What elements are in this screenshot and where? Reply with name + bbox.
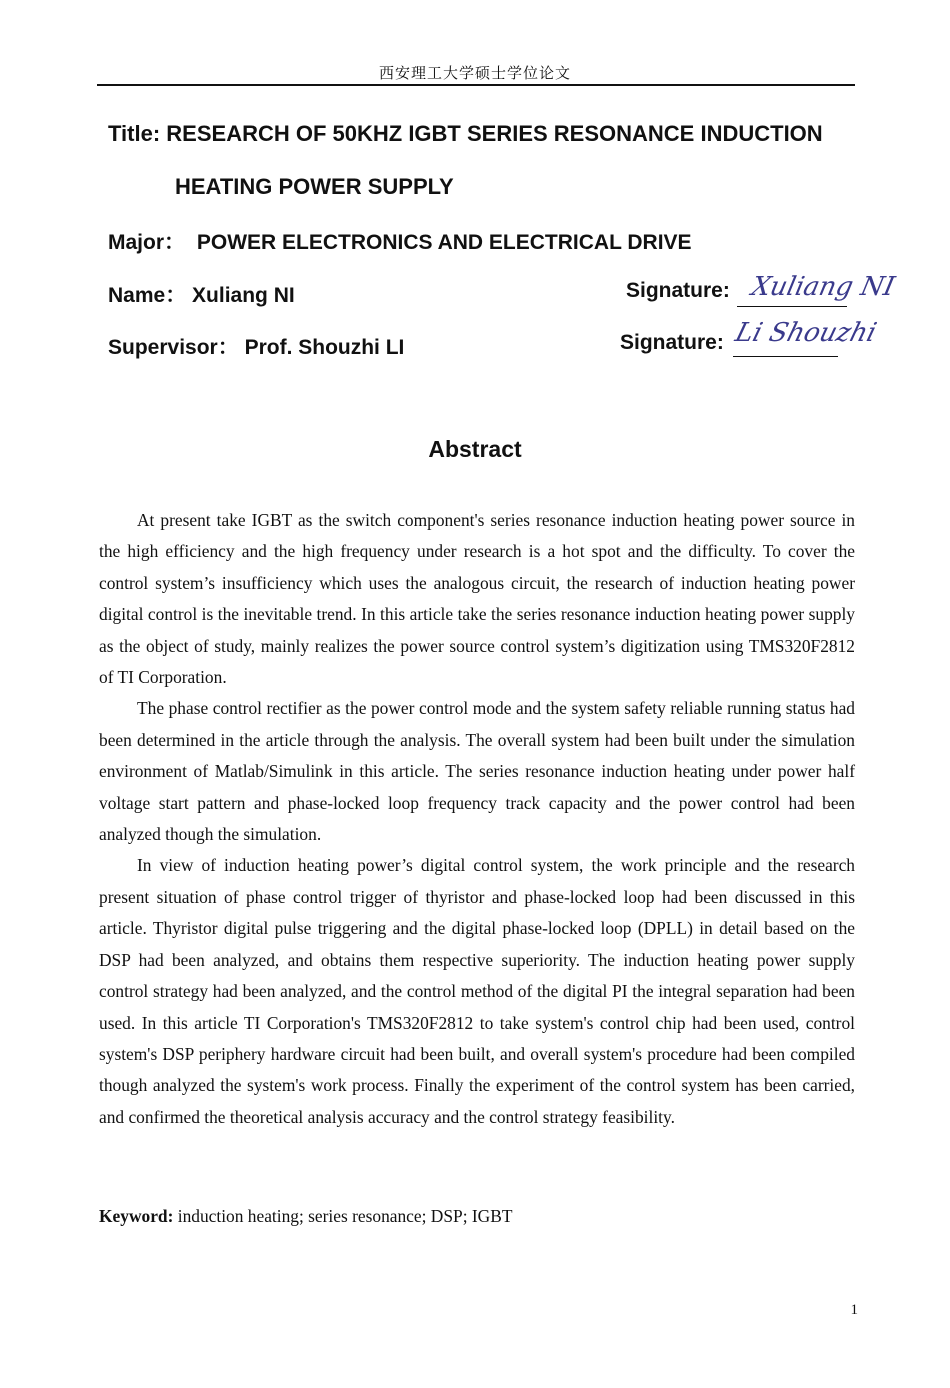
name-label: Name： [108,284,187,307]
supervisor-line [108,331,404,361]
title-line-1 [108,121,823,147]
name-value: Xuliang NI [192,284,295,307]
supervisor-signature-underline [733,356,838,357]
keywords-label: Keyword: [99,1206,174,1226]
abstract-body [99,505,855,1133]
title-text-line-1: RESEARCH OF 50KHZ IGBT SERIES RESONANCE INDUCTION [166,121,823,146]
title-text-line-2: HEATING POWER SUPPLY [175,174,454,199]
supervisor-signature-label: Signature: [620,331,724,354]
major-value: POWER ELECTRONICS AND ELECTRICAL DRIVE [196,231,692,254]
abstract-paragraph-1: At present take IGBT as the switch component's series resonance induction heating power source in the high efficiency and the high frequency under research is a hot spot and the difficulty. To cover the control system’s insufficiency which uses the analogous circuit, the research of induction heating power digital control is the inevitable trend. In this article take the series resonance induction heating power supply as the object of study, mainly realizes the power source control system’s digitization using TMS320F2812 of TI Corporation. [99,510,855,688]
keywords-line [99,1201,855,1232]
major-line [108,226,692,256]
header-rule [97,84,855,86]
running-header: 西安理工大学硕士学位论文 [378,66,571,82]
keywords-value: induction heating; series resonance; DSP; IGBT [177,1206,513,1226]
name-signature-underline [737,306,847,307]
supervisor-handwritten-signature: Li Shouzhi [731,318,880,348]
abstract-paragraph-3: In view of induction heating power’s digital control system, the work principle and the research present situation of phase control trigger of thyristor and phase-locked loop had been discussed in this article. Thyristor digital pulse triggering and the digital phase-locked loop (DPLL) in detail based on the DSP had been analyzed, and obtains them respective superiority. The induction heating power supply control strategy had been analyzed, and the control method of the digital PI the integral separation had been used. In this article TI Corporation's TMS320F2812 to take system's control chip had been used, control system's DSP periphery hardware circuit had been built, and overall system's procedure had been compiled though analyzed the system's work process. Finally the experiment of the control system has been carried, and confirmed the theoretical analysis accuracy and the control strategy feasibility. [99,855,855,1127]
name-line [108,279,295,309]
page-number: 1 [850,1302,858,1318]
title-label: Title: [108,121,161,146]
supervisor-value: Prof. Shouzhi LI [244,336,405,359]
name-handwritten-signature: Xuliang NI [748,272,898,302]
name-signature-label: Signature: [626,279,730,302]
abstract-heading: Abstract [428,436,522,462]
abstract-paragraph-2: The phase control rectifier as the power control mode and the system safety reliable running status had been determined in the article through the analysis. The overall system had been built under the simulation environment of Matlab/Simulink in this article. The series resonance induction heating under power half voltage start pattern and phase-locked loop frequency track capacity and the power control had been analyzed though the simulation. [99,698,855,845]
major-label: Major： [108,231,186,254]
supervisor-label: Supervisor： [108,336,239,359]
